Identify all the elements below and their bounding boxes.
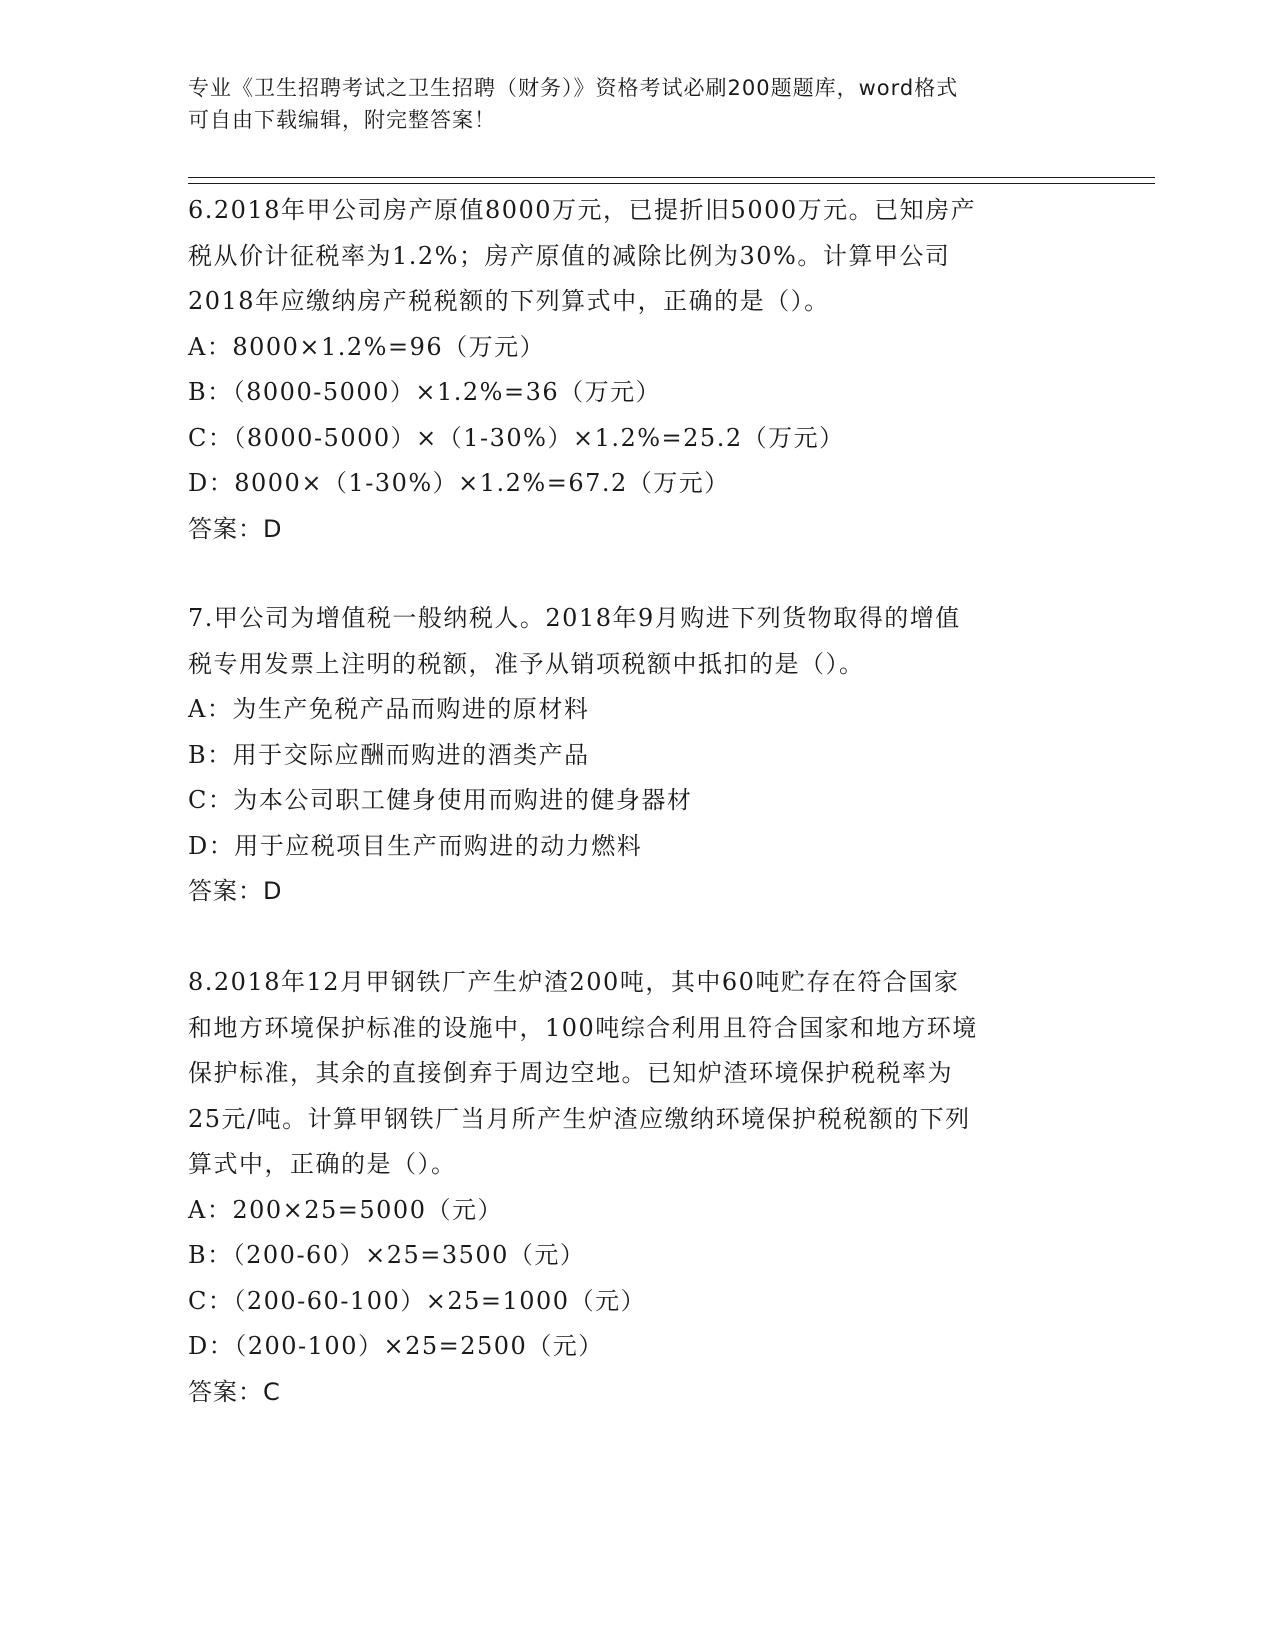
option-c: C：为本公司职工健身使用而购进的健身器材 bbox=[188, 786, 693, 814]
question-7 bbox=[188, 596, 1088, 915]
question-stem-line: 8.2018年12月甲钢铁厂产生炉渣200吨，其中60吨贮存在符合国家 bbox=[188, 968, 960, 996]
question-6 bbox=[188, 188, 1088, 552]
answer-label: 答案：D bbox=[188, 877, 283, 905]
answer-label: 答案：D bbox=[188, 514, 283, 543]
option-b: B：（200-60）×25=3500（元） bbox=[188, 1241, 586, 1269]
header-line-2: 可自由下载编辑，附完整答案！ bbox=[188, 108, 496, 132]
option-c: C：（8000-5000）×（1-30%）×1.2%=25.2（万元） bbox=[188, 423, 845, 452]
header-line-1: 专业《卫生招聘考试之卫生招聘（财务）》资格考试必刷200题题库，word格式 bbox=[188, 76, 959, 100]
option-a: A：8000×1.2%=96（万元） bbox=[188, 332, 546, 361]
question-stem-line: 和地方环境保护标准的设施中，100吨综合利用且符合国家和地方环境 bbox=[188, 1013, 978, 1042]
question-stem-line: 2018年应缴纳房产税税额的下列算式中，正确的是（）。 bbox=[188, 287, 830, 315]
option-d: D：8000×（1-30%）×1.2%=67.2（万元） bbox=[188, 469, 730, 497]
option-d: D：用于应税项目生产而购进的动力燃料 bbox=[188, 831, 643, 860]
question-stem-line: 7.甲公司为增值税一般纳税人。2018年9月购进下列货物取得的增值 bbox=[188, 604, 961, 632]
option-b: B：用于交际应酬而购进的酒类产品 bbox=[188, 740, 590, 769]
question-stem-line: 税从价计征税率为1.2%；房产原值的减除比例为30%。计算甲公司 bbox=[188, 241, 951, 270]
question-stem-line: 25元/吨。计算甲钢铁厂当月所产生炉渣应缴纳环境保护税税额的下列 bbox=[188, 1104, 971, 1133]
option-c: C：（200-60-100）×25=1000（元） bbox=[188, 1286, 647, 1315]
option-b: B：（8000-5000）×1.2%=36（万元） bbox=[188, 378, 662, 406]
header-divider-top bbox=[188, 177, 1155, 178]
option-a: A：200×25=5000（元） bbox=[188, 1195, 503, 1224]
option-d: D：（200-100）×25=2500（元） bbox=[188, 1332, 604, 1360]
option-a: A：为生产免税产品而购进的原材料 bbox=[188, 695, 590, 723]
question-8 bbox=[188, 960, 1088, 1415]
question-stem-line: 算式中，正确的是（）。 bbox=[188, 1150, 457, 1178]
question-stem-line: 6.2018年甲公司房产原值8000万元，已提折旧5000万元。已知房产 bbox=[188, 196, 977, 224]
header-divider-bottom bbox=[188, 183, 1155, 184]
answer-label: 答案：C bbox=[188, 1377, 281, 1406]
question-stem-line: 税专用发票上注明的税额，准予从销项税额中抵扣的是（）。 bbox=[188, 649, 865, 678]
question-stem-line: 保护标准，其余的直接倒弃于周边空地。已知炉渣环境保护税税率为 bbox=[188, 1059, 953, 1087]
document-header bbox=[188, 72, 1088, 136]
